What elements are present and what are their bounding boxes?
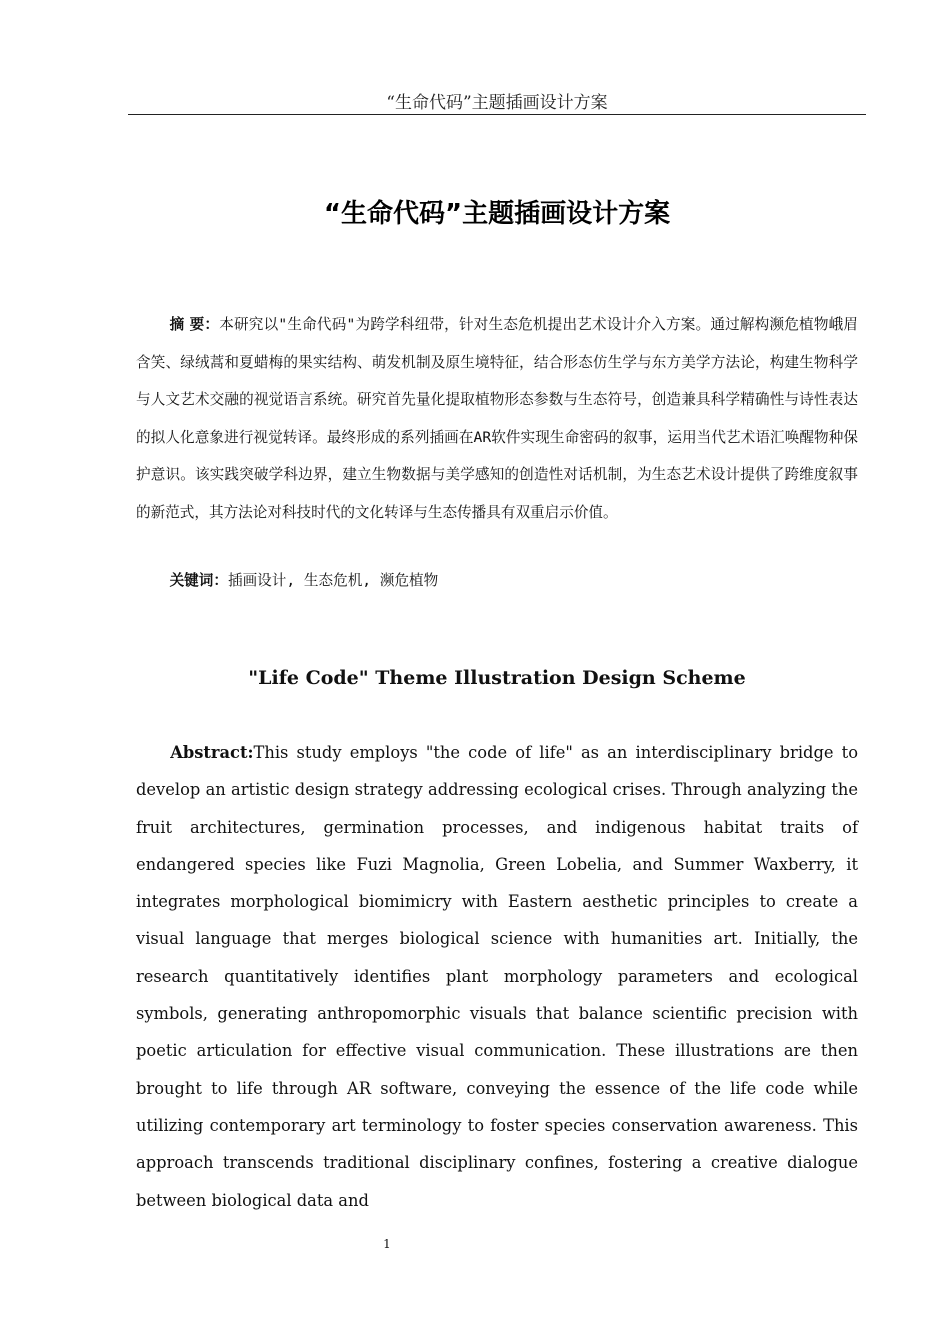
running-header — [128, 92, 866, 115]
chinese-keywords — [136, 566, 858, 596]
page-number: 1 — [383, 1237, 391, 1251]
english-abstract-text: This study employs "the code of life" as an interdisciplinary bridge to develop an artistic design strategy addressing ecological crises. Through analyzing the fruit architectures, germination processes, and indigenous habitat traits of endangered species like Fuzi Magnolia, Green Lobelia, and Summer Waxberry, it integrates morphological biomimicry with Eastern aesthetic principles to create a visual language that merges biological science with humanities art. Initially, the research quantitatively identifies plant morphology parameters and ecological symbols, generating anthropomorphic visuals that balance scientific precision with poetic articulation for effective visual communication. These illustrations are then brought to life through AR software, conveying the essence of the life code while utilizing contemporary art terminology to foster species conservation awareness. This approach transcends traditional disciplinary confines, fostering a creative dialogue between biological data and — [136, 743, 858, 1210]
chinese-keywords-text: 插画设计, 生态危机, 濒危植物 — [227, 572, 439, 589]
chinese-abstract-label: 摘 要： — [169, 316, 220, 333]
english-title: "Life Code" Theme Illustration Design Scheme — [248, 667, 746, 689]
chinese-abstract — [136, 306, 858, 531]
running-header-title: “生命代码”主题插画设计方案 — [386, 93, 608, 113]
chinese-abstract-text: 本研究以"生命代码"为跨学科纽带，针对生态危机提出艺术设计介入方案。通过解构濒危植物峨眉含笑、绿绒蒿和夏蜡梅的果实结构、萌发机制及原生境特征，结合形态仿生学与东方美学方法论，构建生物科学与人文艺术交融的视觉语言系统。研究首先量化提取植物形态参数与生态符号，创造兼具科学精确性与诗性表达的拟人化意象进行视觉转译。最终形成的系列插画在AR软件实现生命密码的叙事，运用当代艺术语汇唤醒物种保护意识。该实践突破学科边界，建立生物数据与美学感知的创造性对话机制，为生态艺术设计提供了跨维度叙事的新范式，其方法论对科技时代的文化转译与生态传播具有双重启示价值。 — [136, 316, 858, 521]
english-abstract-label: Abstract: — [170, 743, 254, 762]
chinese-title: “生命代码”主题插画设计方案 — [323, 199, 671, 229]
chinese-keywords-label: 关键词： — [169, 572, 228, 589]
english-abstract — [136, 734, 858, 1219]
